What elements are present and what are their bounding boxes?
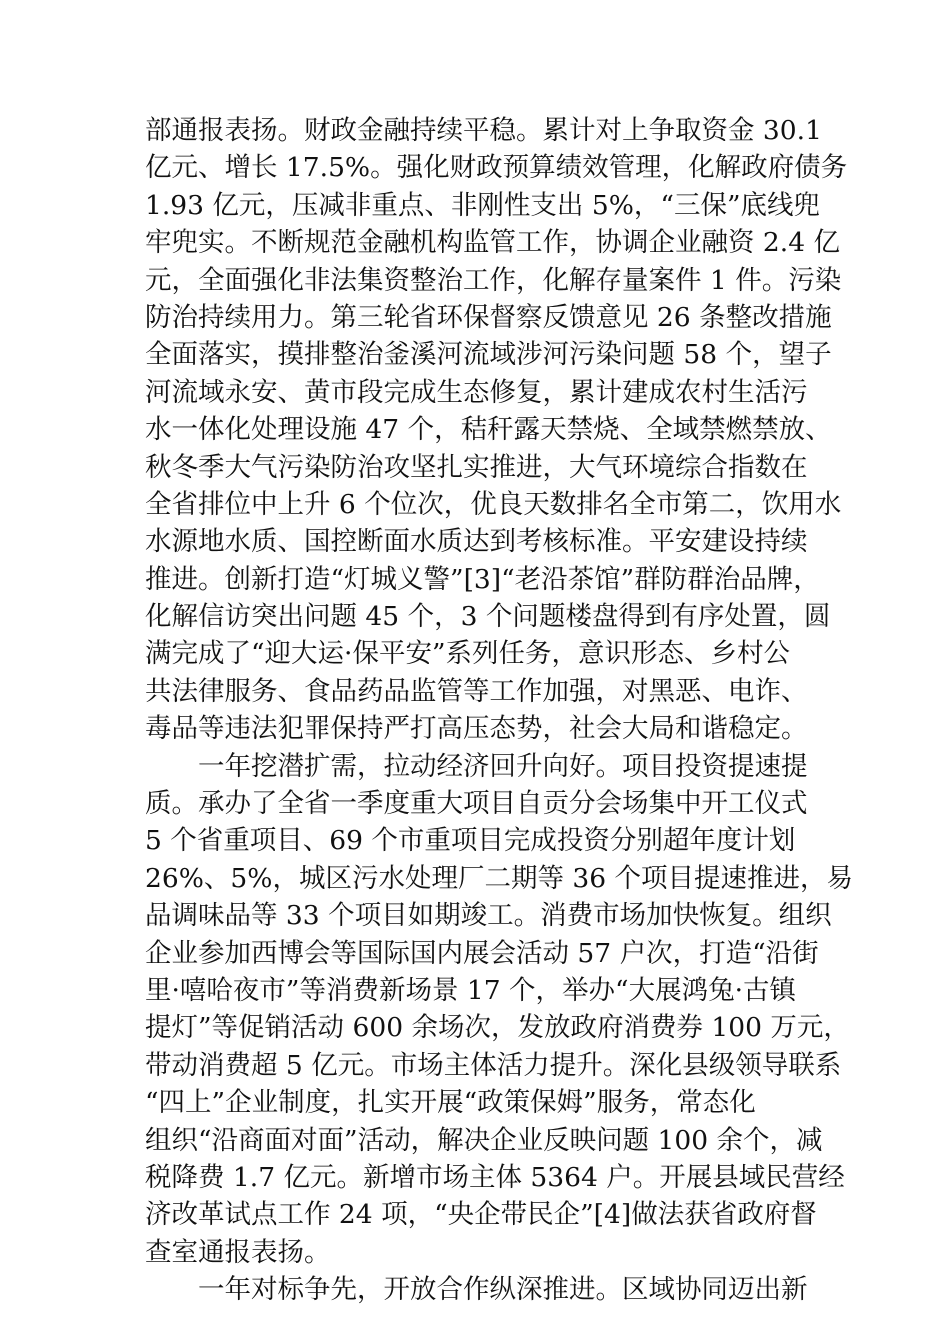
paragraph-start-line: 一年挖潜扩需，拉动经济回升向好。项目投资提速提 xyxy=(198,750,808,782)
text-line: 全面落实，摸排整治釜溪河流域涉河污染问题 58 个，望子 xyxy=(145,339,832,371)
paragraph-start-line: 一年对标争先，开放合作纵深推进。区域协同迈出新 xyxy=(198,1274,808,1306)
text-line: 企业参加西博会等国际国内展会活动 57 户次，打造“沿街 xyxy=(145,937,819,969)
text-line: 毒品等违法犯罪保持严打高压态势，社会大局和谐稳定。 xyxy=(145,713,808,745)
text-line: 全省排位中上升 6 个位次，优良天数排名全市第二，饮用水 xyxy=(145,488,842,520)
text-line: 秋冬季大气污染防治攻坚扎实推进，大气环境综合指数在 xyxy=(145,451,808,483)
text-line: 里·嘻哈夜市”等消费新场景 17 个，举办“大展鸿兔·古镇 xyxy=(145,974,797,1006)
text-line: 推进。创新打造“灯城义警”[3]“老沿茶馆”群防群治品牌， xyxy=(145,563,820,595)
text-line: 1.93 亿元，压减非重点、非刚性支出 5%，“三保”底线兜 xyxy=(145,189,820,221)
text-line: 防治持续用力。第三轮省环保督察反馈意见 26 条整改措施 xyxy=(145,301,832,333)
text-line: 26%、5%，城区污水处理厂二期等 36 个项目提速推进，易 xyxy=(145,862,854,894)
text-line: 河流域永安、黄市段完成生态修复，累计建成农村生活污 xyxy=(145,376,808,408)
text-line: 质。承办了全省一季度重大项目自贡分会场集中开工仪式 xyxy=(145,788,808,820)
text-line: 化解信访突出问题 45 个，3 个问题楼盘得到有序处置，圆 xyxy=(145,601,831,633)
text-line: 税降费 1.7 亿元。新增市场主体 5364 户。开展县域民营经 xyxy=(145,1161,845,1193)
text-line: 牢兜实。不断规范金融机构监管工作，协调企业融资 2.4 亿 xyxy=(145,227,840,259)
text-line: “四上”企业制度，扎实开展“政策保姆”服务，常态化 xyxy=(145,1087,756,1119)
text-line: 满完成了“迎大运·保平安”系列任务，意识形态、乡村公 xyxy=(145,638,791,670)
body-text xyxy=(145,112,854,1309)
text-line: 共法律服务、食品药品监管等工作加强，对黑恶、电诈、 xyxy=(145,675,808,707)
text-line: 查室通报表扬。 xyxy=(145,1236,331,1268)
text-line: 水一体化处理设施 47 个，秸秆露天禁烧、全域禁燃禁放、 xyxy=(145,414,832,446)
text-line: 带动消费超 5 亿元。市场主体活力提升。深化县级领导联系 xyxy=(145,1049,842,1081)
text-line: 元，全面强化非法集资整治工作，化解存量案件 1 件。污染 xyxy=(145,264,842,296)
text-line: 5 个省重项目、69 个市重项目完成投资分别超年度计划 xyxy=(145,825,796,857)
text-line: 济改革试点工作 24 项，“央企带民企”[4]做法获省政府督 xyxy=(145,1199,817,1231)
text-line: 部通报表扬。财政金融持续平稳。累计对上争取资金 30.1 xyxy=(145,115,822,146)
text-line: 提灯”等促销活动 600 余场次，发放政府消费券 100 万元， xyxy=(145,1012,850,1044)
text-line: 水源地水质、国控断面水质达到考核标准。平安建设持续 xyxy=(145,526,808,558)
text-line: 组织“沿商面对面”活动，解决企业反映问题 100 余个，减 xyxy=(145,1124,823,1156)
text-line: 亿元、增长 17.5%。强化财政预算绩效管理，化解政府债务 xyxy=(145,152,848,184)
text-line: 品调味品等 33 个项目如期竣工。消费市场加快恢复。组织 xyxy=(145,900,832,932)
